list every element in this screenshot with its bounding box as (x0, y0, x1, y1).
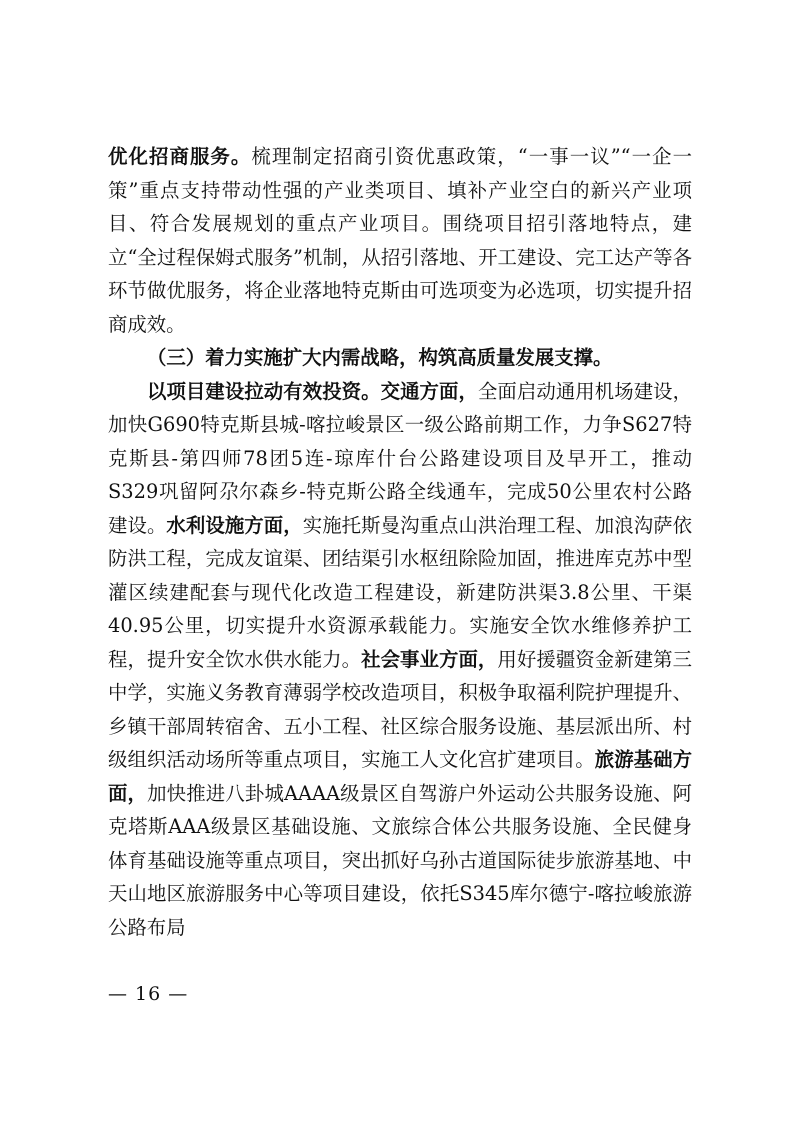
paragraph-text: 梳理制定招商引资优惠政策，“一事一议”“一企一策”重点支持带动性强的产业类项目、填补产业空白的新兴产业项目、符合发展规划的重点产业项目。围绕项目招引落地特点，建立“全过程保姆式服务”机制，从招引落地、开工建设、完工达产等各环节做优服务，将企业落地特克斯由可选项变为必选项，切实提升招商成效。 (108, 145, 693, 336)
section-heading: （三）着力实施扩大内需战略，构筑高质量发展支撑。 (147, 346, 613, 369)
paragraph-investment-services (108, 140, 692, 341)
subsection-text-water: 实施托斯曼沟重点山洪治理工程、加浪沟萨依防洪工程，完成友谊渠、团结渠引水枢纽除险加固，推进库克苏中型灌区续建配套与现代化改造工程建设，新建防洪渠3.8公里、干渠40.95公里，切实提升水资源承载能力。实施安全饮水维修养护工程，提升安全饮水供水能力。 (108, 513, 693, 671)
body-text (108, 140, 692, 944)
subsection-lead-water: 水利设施方面， (166, 513, 303, 537)
subsection-lead-social: 社会事业方面， (361, 647, 498, 671)
subsection-text-tourism: 加快推进八卦城AAAA级景区自驾游户外运动公共服务设施、阿克塔斯AAA级景区基础设施、文旅综合体公共服务设施、全民健身体育基础设施等重点项目，突出抓好乌孙古道国际徒步旅游基地、中天山地区旅游服务中心等项目建设，依托S345库尔德宁-喀拉峻旅游公路布局 (108, 781, 693, 939)
paragraph-lead-heading: 优化招商服务。 (108, 145, 252, 168)
subsection-lead-transport: 交通方面， (380, 379, 478, 403)
paragraph-project-construction (108, 375, 692, 945)
subsection-text-social: 用好援疆资金新建第三中学，实施义务教育薄弱学校改造项目，积极争取福利院护理提升、乡镇干部周转宿舍、五小工程、社区综合服务设施、基层派出所、村级组织活动场所等重点项目，实施工人文化宫扩建项目。 (108, 647, 693, 771)
page-number: — 16 — (108, 983, 189, 1005)
subsection-text-transport: 全面启动通用机场建设，加快G690特克斯县城-喀拉峻景区一级公路前期工作，力争S627特克斯县-第四师78团5连-琼库什台公路建设项目及早开工，推动S329巩留阿尕尔森乡-特克斯公路全线通车，完成50公里农村公路建设。 (108, 379, 693, 537)
subsection-lead-tourism: 旅游基础方面， (108, 748, 693, 805)
paragraph-lead-heading: 以项目建设拉动有效投资。 (147, 379, 381, 403)
